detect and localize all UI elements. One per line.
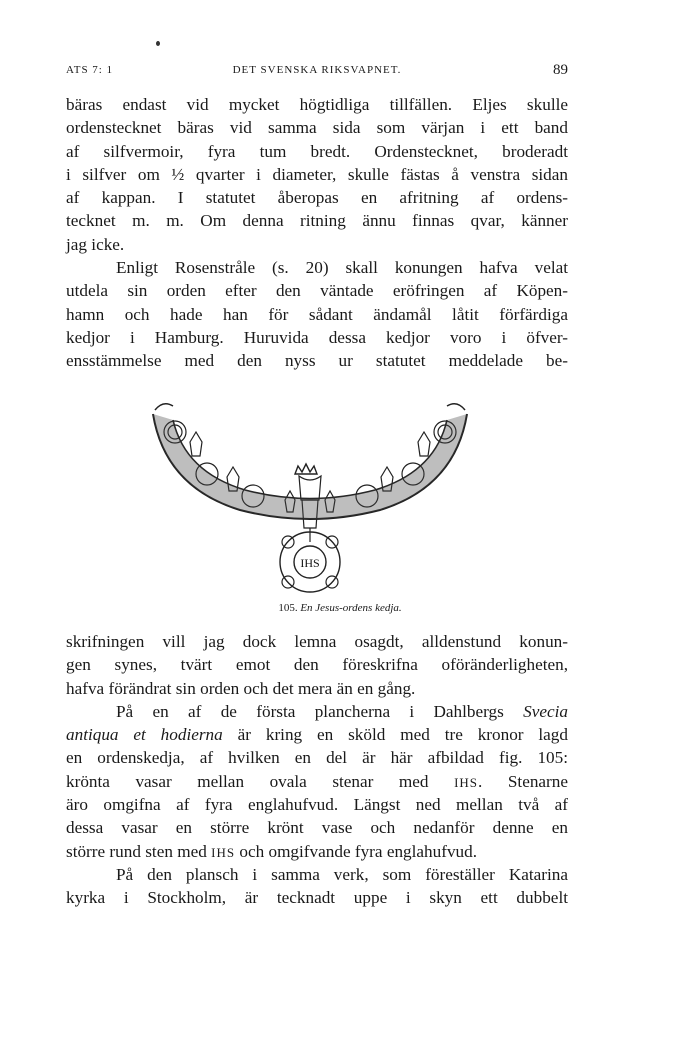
- text-line: Enligt Rosenstråle (s. 20) skall konungen hafva velat: [116, 258, 568, 278]
- text-line: i silfver om ½ qvarter i diameter, skulle fästas å venstra sidan: [66, 164, 568, 184]
- monogram-run: IHS: [211, 844, 236, 860]
- text-line: hamn och hade han för sådant ändamål låtit förfärdiga: [66, 304, 568, 324]
- figure-caption: [0, 602, 680, 614]
- signature-mark: ATS 7: 1: [66, 64, 114, 76]
- text-line: äro omgifna af fyra englahufvud. Längst ned mellan två af: [66, 795, 568, 815]
- text-line: [66, 840, 568, 863]
- text-run: större rund sten med: [66, 841, 212, 861]
- text-line: kyrka i Stockholm, är tecknadt uppe i skyn ett dubbelt: [66, 888, 568, 908]
- text-line: utdela sin orden efter den väntade eröfringen af Köpen-: [66, 281, 568, 301]
- text-line: af kappan. I statutet åberopas en afritning af ordens-: [66, 188, 568, 208]
- text-line: bäras endast vid mycket högtidliga tillfällen. Eljes skulle: [66, 95, 568, 114]
- text-line: skrifningen vill jag dock lemna osagdt, alldenstund konun-: [66, 632, 568, 651]
- monogram-run: IHS: [454, 774, 479, 790]
- figure-title: En Jesus-ordens kedja.: [300, 602, 402, 614]
- text-line: gen synes, tvärt emot den föreskrifna oföränderligheten,: [66, 655, 568, 675]
- text-line: På den plansch i samma verk, som föreställer Katarina: [116, 864, 568, 884]
- text-line: [66, 700, 568, 723]
- text-block-top: [66, 93, 568, 373]
- medallion-monogram: IHS: [300, 556, 320, 570]
- text-line: [66, 723, 568, 746]
- book-title-run: antiqua et hodierna: [66, 725, 223, 745]
- text-line: ensstämmelse med den nyss ur statutet meddelade be-: [66, 351, 568, 371]
- text-line: hafva förändrat sin orden och det mera än en gång.: [66, 678, 416, 698]
- running-title: DET SVENSKA RIKSVAPNET.: [232, 64, 402, 76]
- text-line: tecknet m. m. Om denna ritning ännu finnas qvar, känner: [66, 211, 568, 231]
- ink-speck: [156, 41, 160, 46]
- page-number: 89: [553, 62, 568, 78]
- text-line: jag icke.: [66, 234, 125, 254]
- text-run: På en af de första plancherna i Dahlbergs: [116, 701, 524, 721]
- order-chain-illustration: [145, 392, 475, 610]
- text-run: och omgifvande fyra englahufvud.: [235, 841, 478, 861]
- text-block-bottom: [66, 630, 568, 910]
- text-line: ordenstecknet bäras vid samma sida som värjan i ett band: [66, 118, 568, 138]
- book-title-run: Svecia: [523, 701, 568, 721]
- text-line: af silfvermoir, fyra tum bredt. Ordenstecknet, broderadt: [66, 141, 568, 161]
- text-line: dessa vasar en större krönt vase och nedanför denne en: [66, 818, 568, 838]
- text-run: . Stenarne: [478, 771, 568, 791]
- text-run: är kring en sköld med tre kronor lagd: [222, 725, 568, 745]
- running-header: [66, 62, 568, 82]
- text-line: en ordenskedja, af hvilken en del är här afbildad fig. 105:: [66, 748, 568, 768]
- figure-number: 105.: [278, 602, 298, 614]
- text-line: kedjor i Hamburg. Huruvida dessa kedjor voro i öfver-: [66, 327, 568, 347]
- text-line: [66, 770, 568, 793]
- text-run: krönta vasar mellan ovala stenar med: [66, 771, 455, 791]
